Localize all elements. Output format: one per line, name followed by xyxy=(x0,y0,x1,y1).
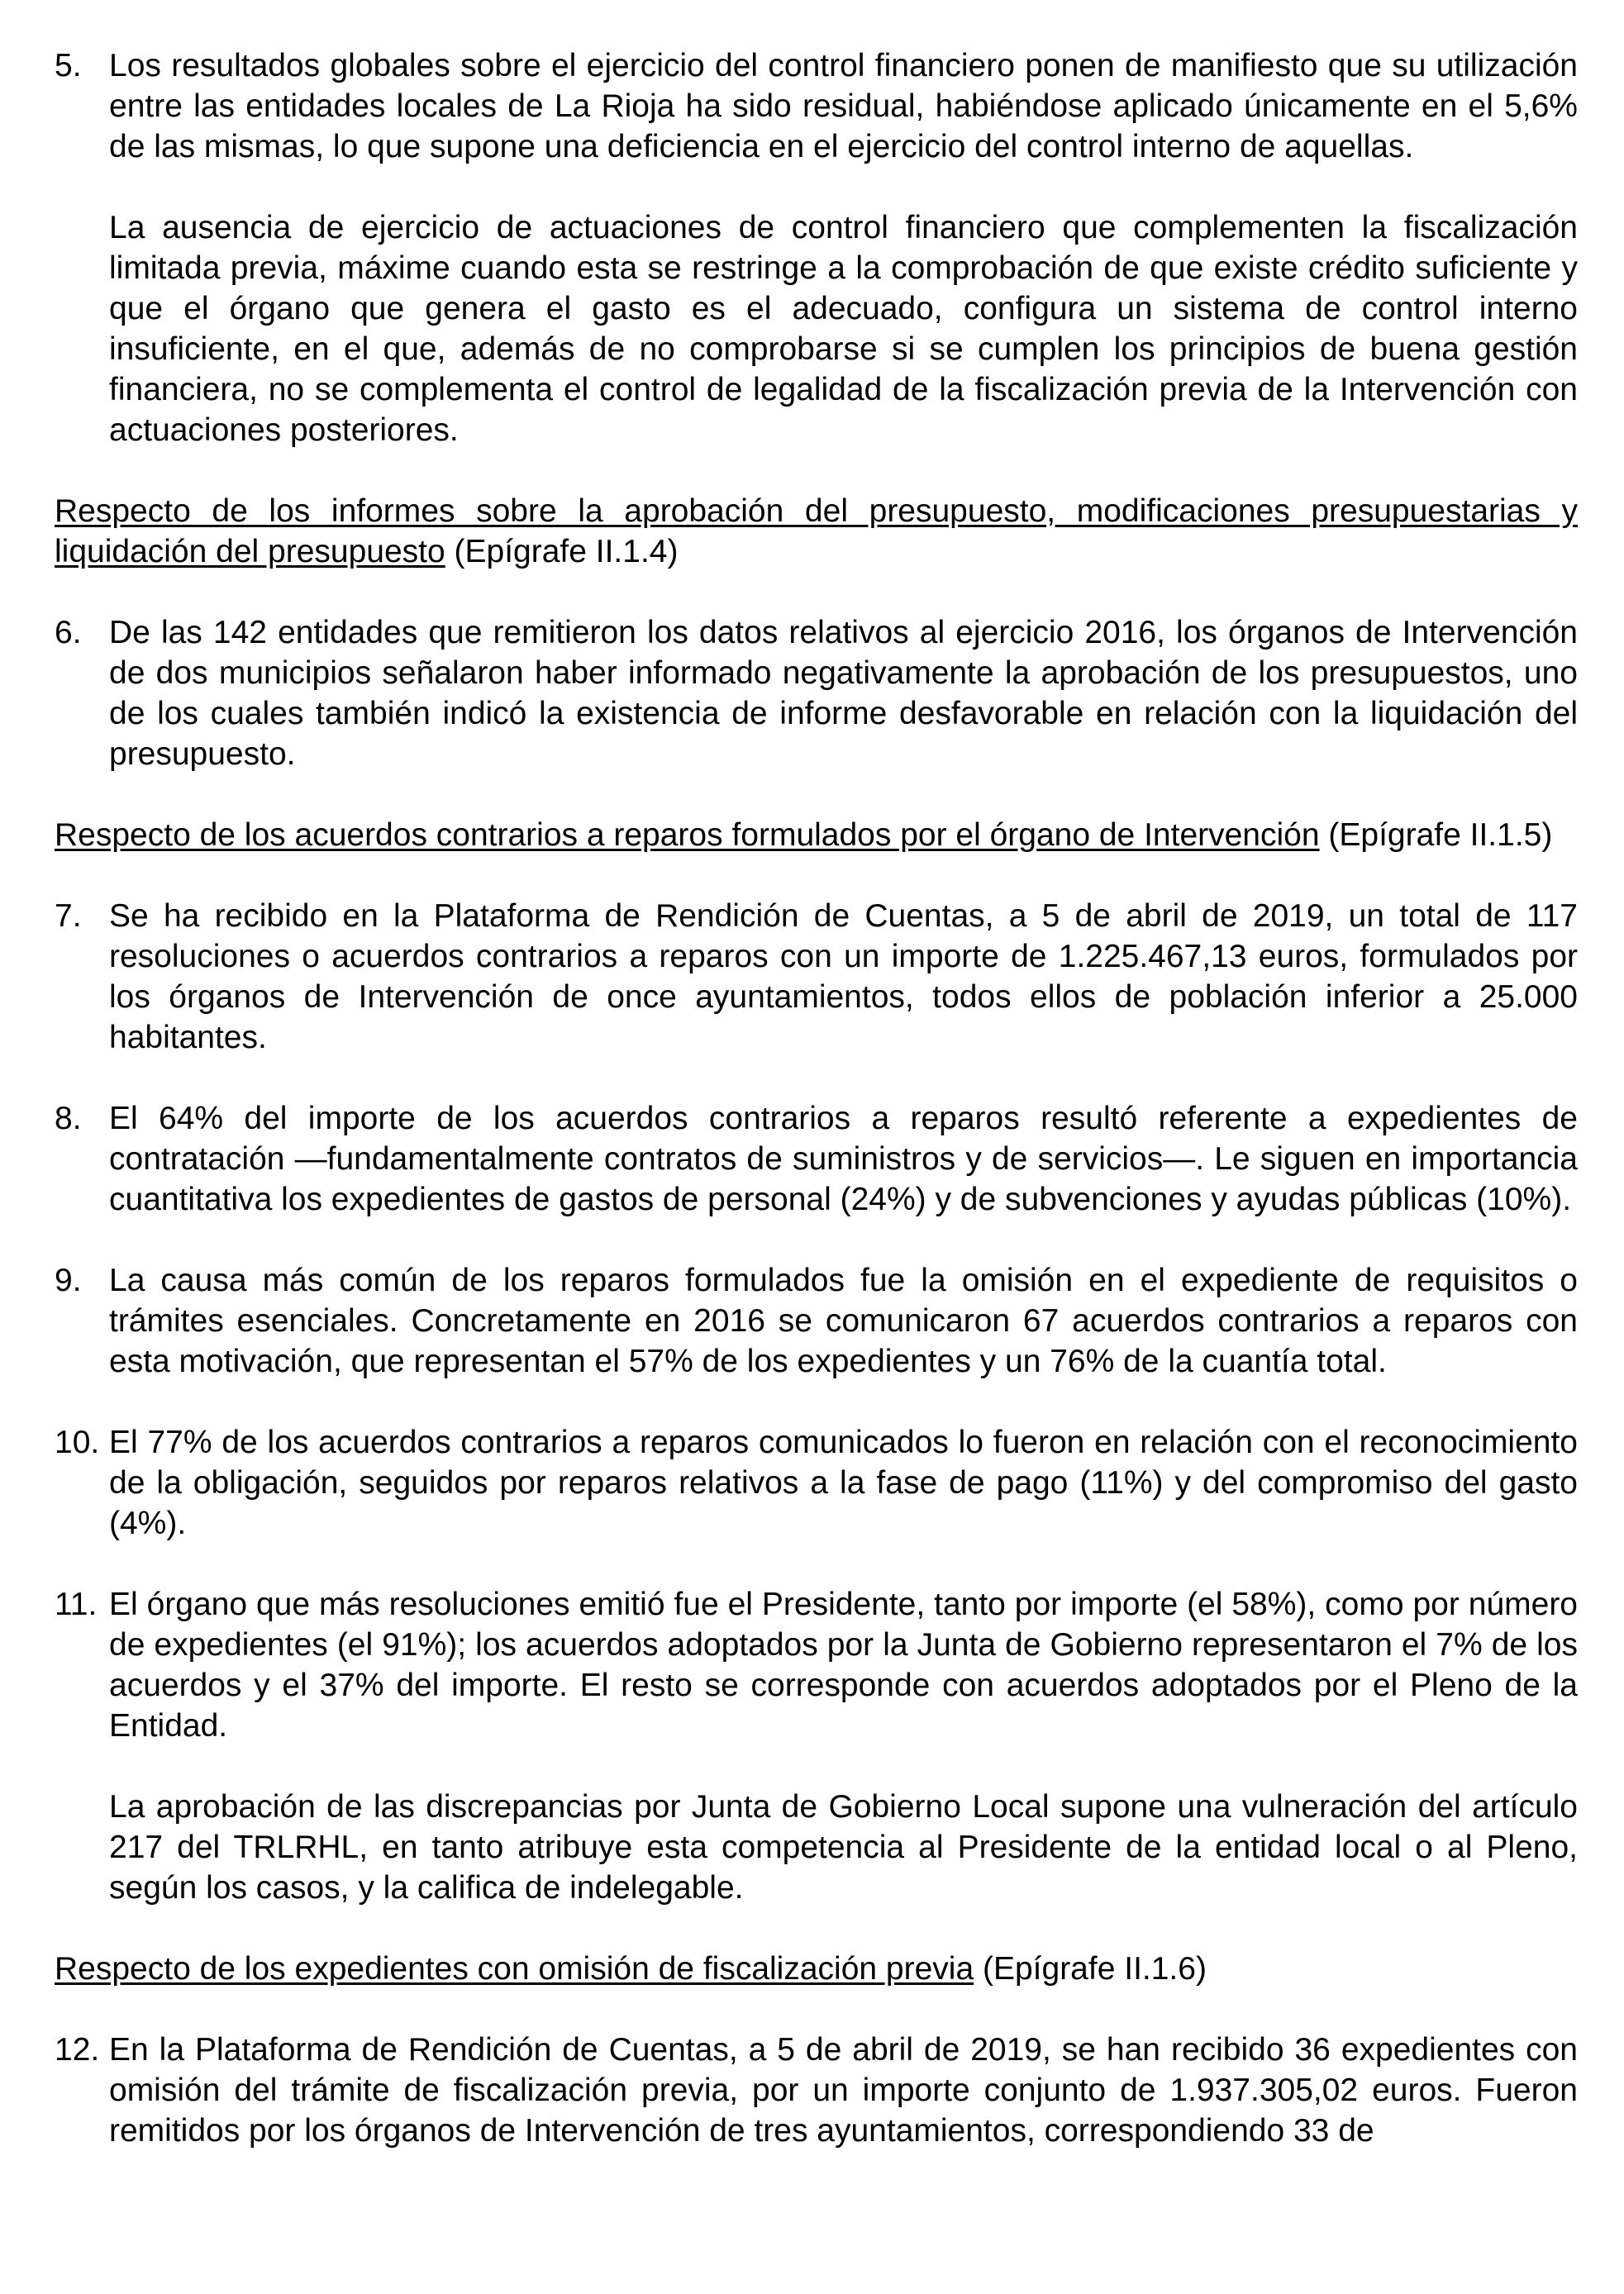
list-item-7 xyxy=(55,896,1578,1058)
section-heading-underlined: Respecto de los expedientes con omisión de fiscalización previa xyxy=(55,1951,974,1987)
item-number: 5. xyxy=(55,48,82,83)
item-number: 10. xyxy=(55,1425,100,1460)
list-item-10 xyxy=(55,1422,1578,1544)
paragraph: La ausencia de ejercicio de actuaciones de control financiero que complementen la fiscalización limitada previa, máxime cuando esta se restringe a la comprobación de que existe crédito suficiente y que el órgano que genera el gasto es el adecuado, configura un sistema de control interno insuficiente, en el que, además de no comprobarse si se cumplen los principios de buena gestión financiera, no se complementa el control de legalidad de la fiscalización previa de la Intervención con actuaciones posteriores. xyxy=(109,210,1578,448)
section-heading-ref: (Epígrafe II.1.6) xyxy=(974,1951,1207,1987)
paragraph: La aprobación de las discrepancias por Junta de Gobierno Local supone una vulneración del artículo 217 del TRLRHL, en tanto atribuye esta competencia al Presidente de la entidad local o al Pleno, según los casos, y la califica de indelegable. xyxy=(109,1789,1578,1906)
section-heading-ref: (Epígrafe II.1.5) xyxy=(1319,817,1553,853)
section-heading xyxy=(55,491,1578,572)
item-body xyxy=(109,2030,1578,2151)
item-body xyxy=(109,1584,1578,1908)
paragraph: El 64% del importe de los acuerdos contrarios a reparos resultó referente a expedientes de contratación —fundamentalmente contratos de suministros y de servicios—. Le siguen en importancia cuantitativa los expedientes de gastos de personal (24%) y de subvenciones y ayudas públicas (10%). xyxy=(109,1101,1578,1217)
list-item-6 xyxy=(55,612,1578,774)
paragraph: La causa más común de los reparos formulados fue la omisión en el expediente de requisitos o trámites esenciales. Concretamente en 2016 se comunicaron 67 acuerdos contrarios a reparos con esta motivación, que representan el 57% de los expedientes y un 76% de la cuantía total. xyxy=(109,1263,1578,1379)
item-body xyxy=(109,1260,1578,1382)
list-item-12 xyxy=(55,2030,1578,2151)
list-item-5 xyxy=(55,45,1578,450)
list-item-8 xyxy=(55,1098,1578,1220)
item-number: 6. xyxy=(55,615,82,650)
document-page xyxy=(55,45,1578,2151)
item-body xyxy=(109,1098,1578,1220)
paragraph: De las 142 entidades que remitieron los datos relativos al ejercicio 2016, los órganos de Intervención de dos municipios señalaron haber informado negativamente la aprobación de los presupuestos, uno de los cuales también indicó la existencia de informe desfavorable en relación con la liquidación del presupuesto. xyxy=(109,615,1578,772)
item-body xyxy=(109,45,1578,450)
paragraph: En la Plataforma de Rendición de Cuentas, a 5 de abril de 2019, se han recibido 36 expedientes con omisión del trámite de fiscalización previa, por un importe conjunto de 1.937.305,02 euros. Fueron remitidos por los órganos de Intervención de tres ayuntamientos, correspondiendo 33 de xyxy=(109,2032,1578,2149)
item-number: 9. xyxy=(55,1263,82,1298)
item-number: 7. xyxy=(55,898,82,934)
section-heading-underlined: Respecto de los informes sobre la aprobación del presupuesto, modificaciones presupuestarias y liquidación del presupuesto xyxy=(55,493,1578,569)
section-heading xyxy=(55,815,1578,855)
item-body xyxy=(109,612,1578,774)
paragraph: Se ha recibido en la Plataforma de Rendición de Cuentas, a 5 de abril de 2019, un total de 117 resoluciones o acuerdos contrarios a reparos con un importe de 1.225.467,13 euros, formulados por los órganos de Intervención de once ayuntamientos, todos ellos de población inferior a 25.000 habitantes. xyxy=(109,898,1578,1055)
list-item-9 xyxy=(55,1260,1578,1382)
paragraph: El 77% de los acuerdos contrarios a reparos comunicados lo fueron en relación con el reconocimiento de la obligación, seguidos por reparos relativos a la fase de pago (11%) y del compromiso del gasto (4%). xyxy=(109,1425,1578,1541)
item-number: 8. xyxy=(55,1101,82,1136)
item-number: 12. xyxy=(55,2032,100,2068)
section-heading-ref: (Epígrafe II.1.4) xyxy=(445,534,679,569)
item-body xyxy=(109,896,1578,1058)
item-body xyxy=(109,1422,1578,1544)
list-item-11 xyxy=(55,1584,1578,1908)
paragraph: El órgano que más resoluciones emitió fue el Presidente, tanto por importe (el 58%), como por número de expedientes (el 91%); los acuerdos adoptados por la Junta de Gobierno representaron el 7% de los acuerdos y el 37% del importe. El resto se corresponde con acuerdos adoptados por el Pleno de la Entidad. xyxy=(109,1587,1578,1744)
paragraph: Los resultados globales sobre el ejercicio del control financiero ponen de manifiesto que su utilización entre las entidades locales de La Rioja ha sido residual, habiéndose aplicado únicamente en el 5,6% de las mismas, lo que supone una deficiencia en el ejercicio del control interno de aquellas. xyxy=(109,48,1578,164)
item-number: 11. xyxy=(55,1587,98,1622)
section-heading-underlined: Respecto de los acuerdos contrarios a reparos formulados por el órgano de Intervención xyxy=(55,817,1320,853)
section-heading xyxy=(55,1949,1578,1989)
